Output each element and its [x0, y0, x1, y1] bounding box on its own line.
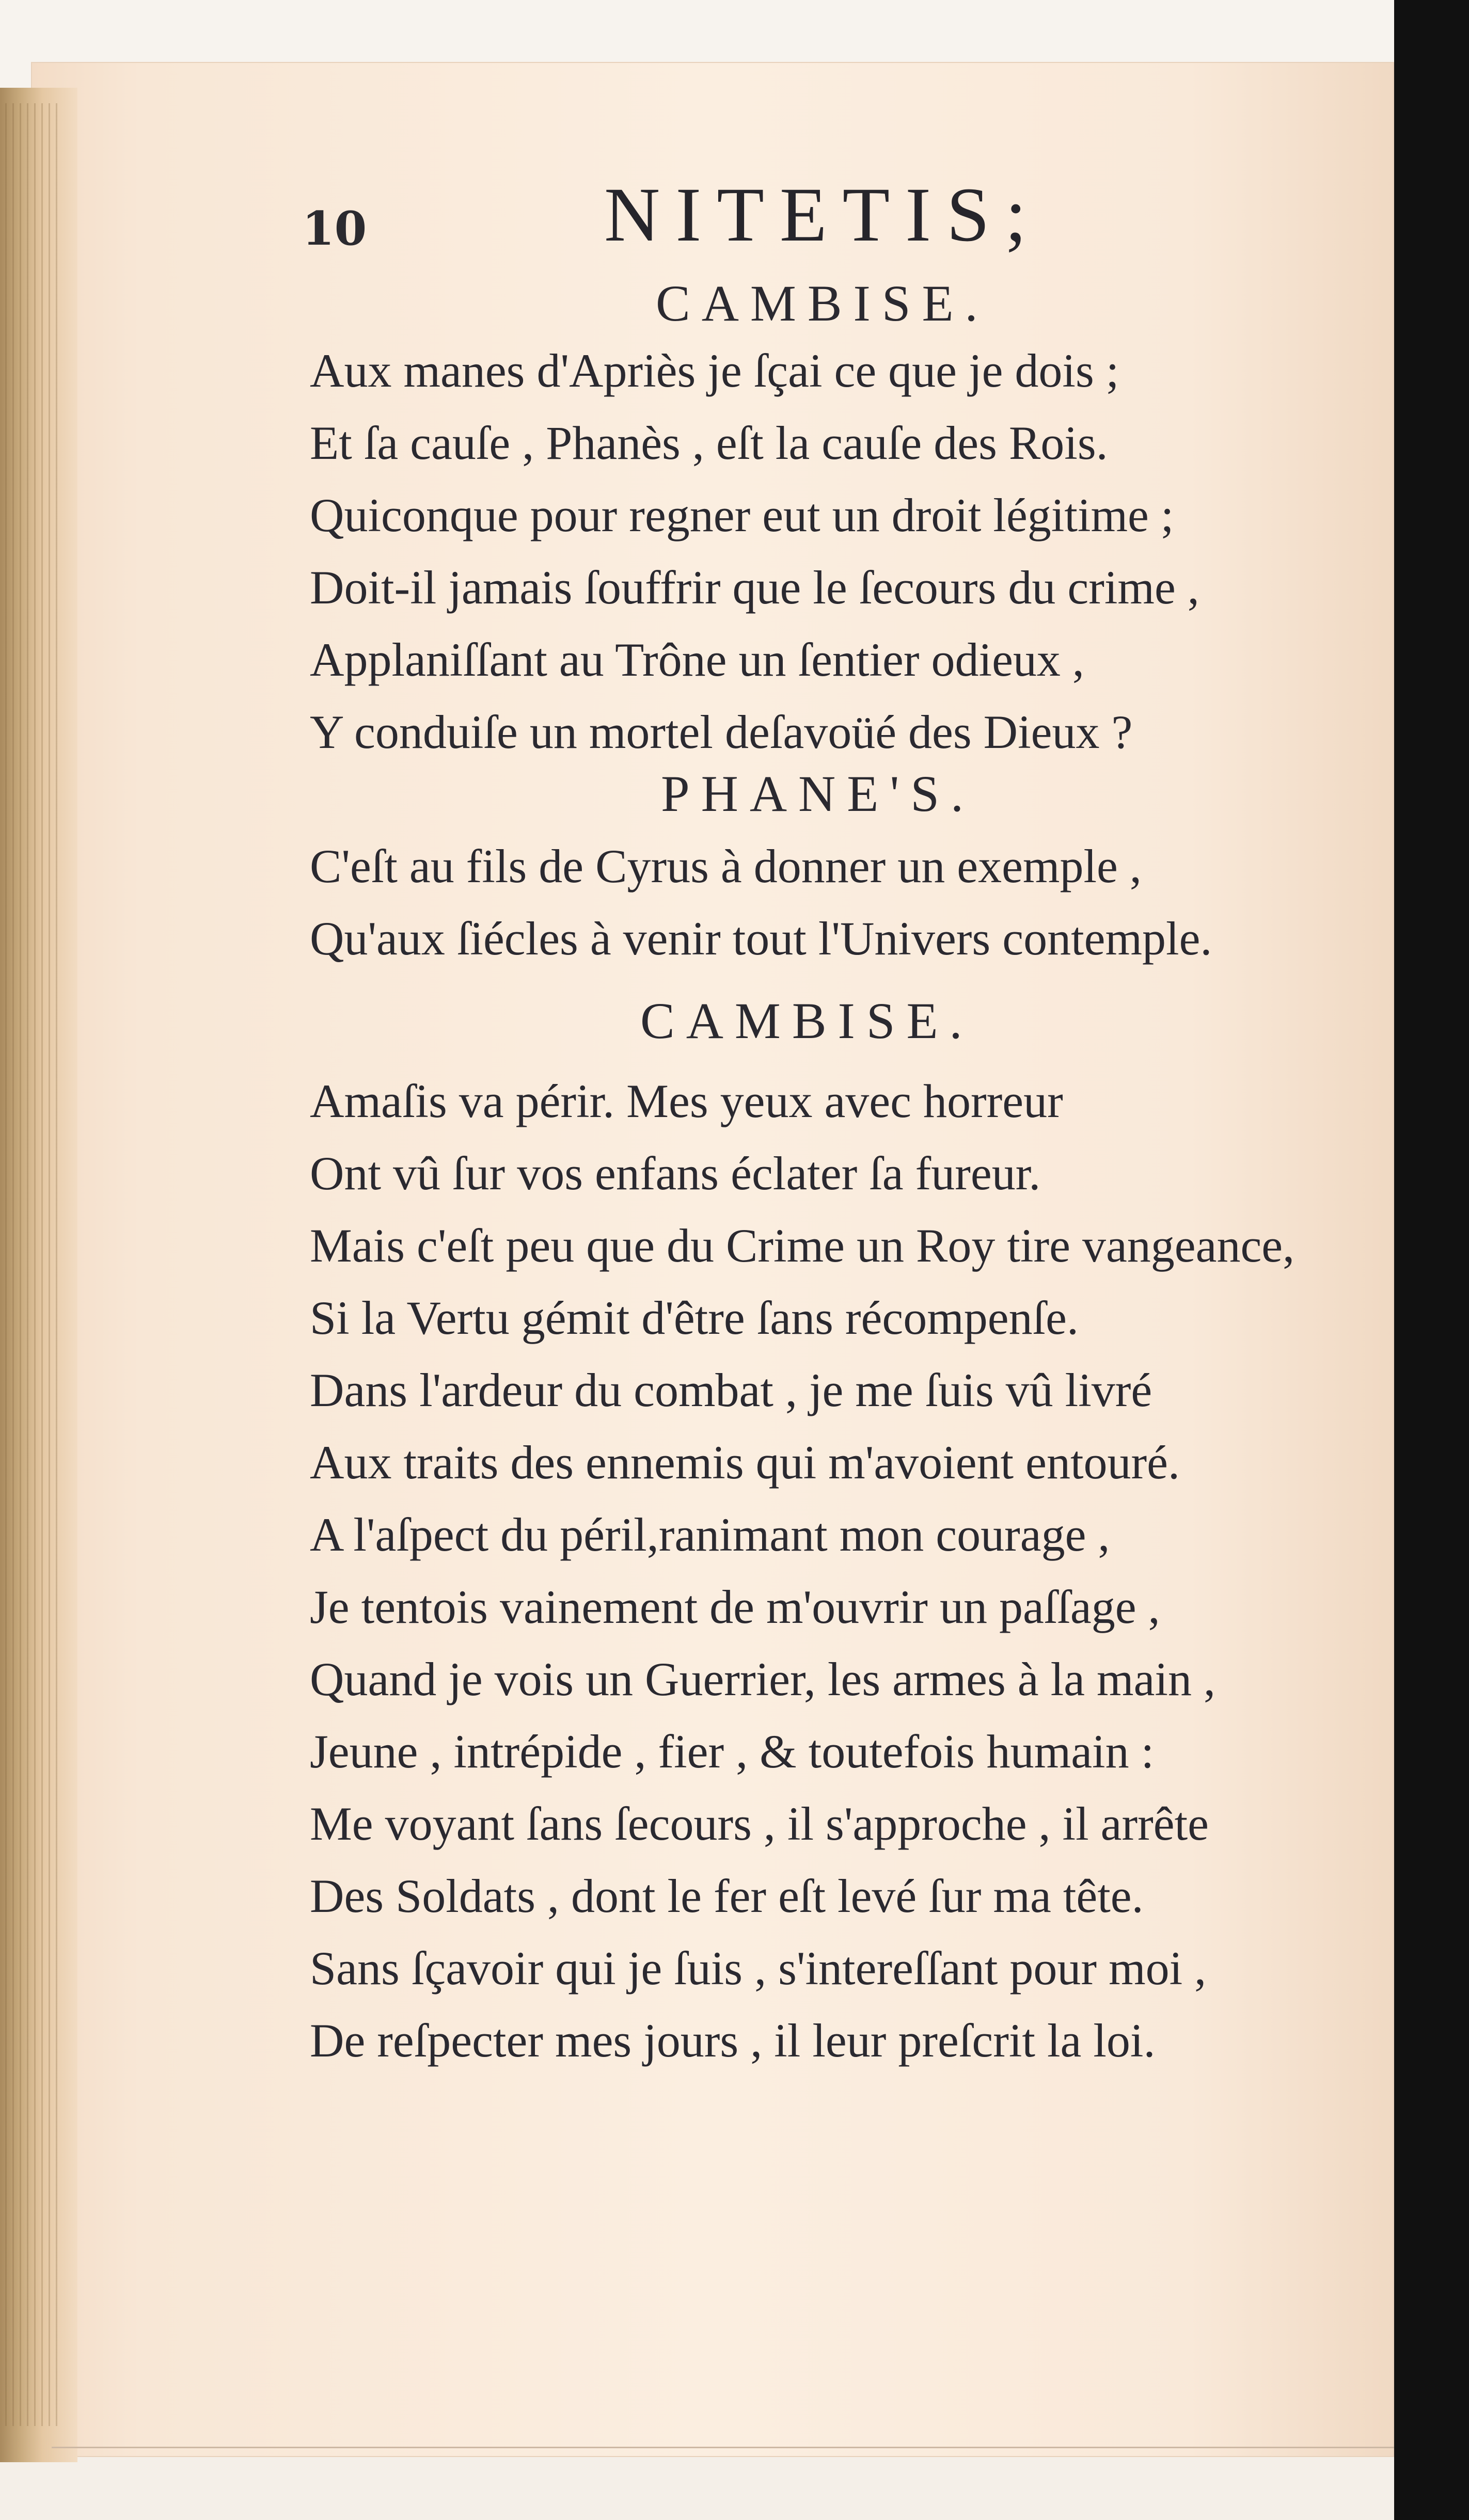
- verse-line: Quand je vois un Guerrier, les armes à la main ,: [310, 1653, 1215, 1705]
- speaker-heading: CAMBISE.: [640, 992, 974, 1049]
- verse-line: Doit-il jamais ſouffrir que le ſecours du crime ,: [310, 561, 1199, 614]
- speaker-heading: PHANE'S.: [661, 765, 975, 822]
- verse-line: Et ſa cauſe , Phanès , eſt la cauſe des Rois.: [310, 417, 1108, 469]
- verse-line: Y conduiſe un mortel deſavoüé des Dieux ?: [310, 706, 1133, 758]
- verse-line: Ont vû ſur vos enfans éclater ſa fureur.: [310, 1147, 1041, 1200]
- page-bottom-edge: [52, 2447, 1394, 2448]
- verse-line: Sans ſçavoir qui je ſuis , s'intereſſant pour moi ,: [310, 1942, 1207, 1995]
- page-number: 10: [302, 201, 367, 256]
- verse-line: Applaniſſant au Trône un ſentier odieux ,: [310, 633, 1084, 686]
- verse-line: Quiconque pour regner eut un droit légitime ;: [310, 489, 1174, 541]
- binding-edge: [1394, 0, 1469, 2520]
- verse-line: A l'aſpect du péril,ranimant mon courage ,: [310, 1508, 1110, 1561]
- verse-line: Qu'aux ſiécles à venir tout l'Univers contemple.: [310, 912, 1212, 965]
- verse-line: C'eſt au fils de Cyrus à donner un exemple ,: [310, 840, 1142, 892]
- speaker-heading: CAMBISE.: [656, 275, 989, 332]
- verse-line: Me voyant ſans ſecours , il s'approche , il arrête: [310, 1797, 1209, 1850]
- verse-line: Des Soldats , dont le fer eſt levé ſur ma tête.: [310, 1870, 1144, 1922]
- page-edges: [5, 103, 62, 2426]
- verse-line: Je tentois vainement de m'ouvrir un paſſage ,: [310, 1581, 1160, 1633]
- verse-line: Jeune , intrépide , fier , & toutefois humain :: [310, 1725, 1155, 1778]
- verse-line: De reſpecter mes jours , il leur preſcrit la loi.: [310, 2014, 1156, 2067]
- verse-line: Aux manes d'Apriès je ſçai ce que je dois ;: [310, 344, 1119, 397]
- running-title: NITETIS;: [604, 172, 1042, 258]
- verse-line: Mais c'eſt peu que du Crime un Roy tire vangeance,: [310, 1219, 1295, 1272]
- verse-line: Si la Vertu gémit d'être ſans récompenſe.: [310, 1291, 1079, 1344]
- verse-line: Aux traits des ennemis qui m'avoient entouré.: [310, 1436, 1180, 1489]
- verse-line: Dans l'ardeur du combat , je me ſuis vû livré: [310, 1364, 1152, 1416]
- verse-line: Amaſis va périr. Mes yeux avec horreur: [310, 1075, 1063, 1127]
